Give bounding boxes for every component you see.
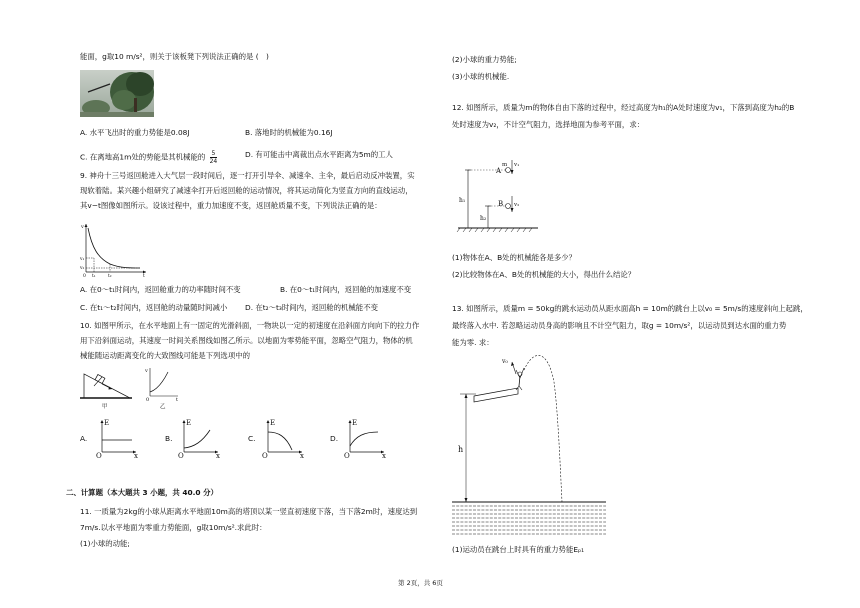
- q10-a-axis-e: E: [104, 419, 110, 427]
- q9-graph-origin: 0: [83, 274, 86, 279]
- q9-line-2: 现软着陆。某兴趣小组研究了减速伞打开后返回舱的运动情况，将其运动简化为竖直方向的直线运动，: [80, 186, 413, 195]
- q10-line-1: 10. 如图甲所示，在水平地面上有一固定的光滑斜面，一物块以一定的初速度在沿斜面方向向下的拉力作: [80, 321, 420, 330]
- q10-a-axis-x: x: [134, 452, 138, 460]
- q13-fig-h: h: [458, 445, 464, 454]
- q13-line-2: 最终落入水中. 若忽略运动员身高的影响且不计空气阻力，取g = 10m/s²，以运动员到达水面的重力势: [452, 321, 787, 330]
- q10-b-axis-e: E: [186, 419, 192, 427]
- q11-sub-1: (1)小球的动能;: [80, 539, 130, 548]
- q9-graph-v1: v₁: [80, 257, 85, 262]
- q11-line-2: 7m/s.以水平地面为零重力势能面，g取10m/s².求此时：: [80, 523, 267, 532]
- q13-line-1: 13. 如图所示，质量m = 50kg的跳水运动员从距水面高h = 10m的跳台上以v₀ = 5m/s的速度斜向上起跳，: [452, 304, 808, 313]
- q12-fig-m: m: [502, 162, 508, 168]
- q9-option-b: B. 在0～t₁时间内，返回舱的加速度不变: [280, 285, 412, 294]
- q10-d-axis-o: O: [344, 452, 350, 460]
- q9-graph-t2: t₂: [108, 274, 112, 279]
- q8-option-b: B. 落地时的机械能为0.16J: [245, 128, 333, 137]
- section-2-heading: 二、计算题（本大题共 3 小题，共 40.0 分）: [66, 488, 218, 497]
- q9-option-c: C. 在t₁～t₂时间内，返回舱的动量随时间减小: [80, 303, 228, 312]
- q8-photo: [80, 70, 154, 117]
- q8-option-c-fraction: [210, 150, 218, 165]
- q12-line-1: 12. 如图所示，质量为m的物体自由下落的过程中，经过高度为h₁的A处时速度为v₁，下落到高度为h₂的B: [452, 103, 795, 112]
- q8-option-d: D. 有可能击中离裁出点水平距离为5m的工人: [245, 150, 393, 159]
- q12-fig-v1: v₁: [514, 162, 520, 168]
- q12-fig-h2: h₂: [480, 215, 487, 222]
- q11-sub-3: (3)小球的机械能.: [452, 72, 510, 81]
- fraction-numerator: 5: [211, 150, 216, 157]
- q9-line-3: 其v−t图像如图所示。设该过程中，重力加速度不变，返回舱质量不变，下列说法正确的是：: [80, 201, 382, 210]
- q10-c-axis-x: x: [300, 452, 304, 460]
- q9-graph-ylabel: v: [81, 224, 84, 230]
- q9-option-a: A. 在0～t₁时间内，返回舱重力的功率随时间不变: [80, 285, 241, 294]
- q12-fig-v2: v₂: [514, 202, 520, 208]
- q10-choice-c-label: C.: [248, 434, 256, 443]
- q10-choice-d-graph: [344, 418, 386, 458]
- q9-option-d: D. 在t₂～t₃时间内，返回舱的机械能不变: [245, 303, 378, 312]
- q8-stem-end: 能面，g取10 m/s²，则关于该板凳下列说法正确的是 ( ): [80, 52, 269, 61]
- q10-choice-a-label: A.: [80, 434, 88, 443]
- q10-line-2: 用下沿斜面运动，其速度一时间关系图线如图乙所示。以地面为零势能平面，忽略空气阻力，物体的机: [80, 336, 413, 345]
- q10-b-axis-x: x: [216, 452, 220, 460]
- q8-option-c-text: C. 在离地高1m处的势能是其机械能的: [80, 152, 206, 162]
- q10-choice-c-graph: [262, 418, 304, 458]
- q9-line-1: 9. 神舟十三号返回舱进入大气层一段时间后，逐一打开引导伞、减速伞、主伞，最后启动反冲装置，实: [80, 171, 415, 180]
- q12-line-2: 处时速度为v₂，不计空气阻力，选择地面为参考平面，求：: [452, 120, 645, 129]
- q11-sub-2: (2)小球的重力势能;: [452, 55, 517, 64]
- q10-choice-b-graph: [178, 418, 220, 458]
- q8-option-c: [80, 150, 217, 165]
- q10-figure-jia: [80, 368, 132, 410]
- q10-yi-o: 0: [146, 397, 150, 403]
- q10-a-axis-o: O: [96, 452, 102, 460]
- q10-choice-a-graph: [96, 418, 138, 458]
- q12-fig-a: A: [496, 167, 502, 175]
- q13-fig-v0: v₀: [502, 358, 508, 365]
- q13-sub-1: (1)运动员在跳台上时具有的重力势能Eₚ₁: [452, 545, 585, 554]
- q11-line-1: 11. 一质量为2kg的小球从距离水平地面10m高的塔顶以某一竖直初速度下落，当下落2m时，速度达到: [80, 507, 418, 516]
- page-footer: 第 2页，共 6页: [398, 579, 443, 587]
- q10-b-axis-o: O: [178, 452, 184, 460]
- q12-fig-b: B: [498, 200, 504, 208]
- q10-yi-v: v: [145, 368, 148, 374]
- q10-choice-b-label: B.: [165, 434, 173, 443]
- q9-vt-graph: [80, 222, 148, 278]
- q12-sub-2: (2)比较物体在A、B处的机械能的大小，得出什么结论？: [452, 270, 636, 279]
- q12-fig-h1: h₁: [459, 197, 466, 204]
- q9-graph-v2: v₂: [80, 266, 85, 271]
- q10-choice-d-label: D.: [330, 434, 339, 443]
- q12-figure: [458, 160, 538, 234]
- q10-d-axis-e: E: [352, 419, 358, 427]
- q10-figure-yi: [144, 366, 180, 412]
- q10-c-axis-o: O: [262, 452, 268, 460]
- q10-label-yi: 乙: [160, 404, 166, 410]
- q10-yi-t: t: [176, 397, 179, 403]
- q8-option-a: A. 水平飞出时的重力势能是0.08J: [80, 128, 190, 137]
- q12-sub-1: (1)物体在A、B处的机械能各是多少？: [452, 253, 577, 262]
- q10-label-jia: 甲: [102, 404, 108, 410]
- q9-graph-t1: t₁: [92, 274, 96, 279]
- q13-diving-figure: [452, 352, 612, 544]
- q10-d-axis-x: x: [382, 452, 386, 460]
- fraction-denominator: 24: [209, 158, 218, 165]
- q13-line-3: 能为零. 求：: [452, 338, 494, 347]
- q9-graph-xlabel: t: [143, 274, 145, 279]
- q10-line-3: 械能随运动距离变化的大致图线可能是下列选项中的: [80, 351, 250, 360]
- q10-c-axis-e: E: [270, 419, 276, 427]
